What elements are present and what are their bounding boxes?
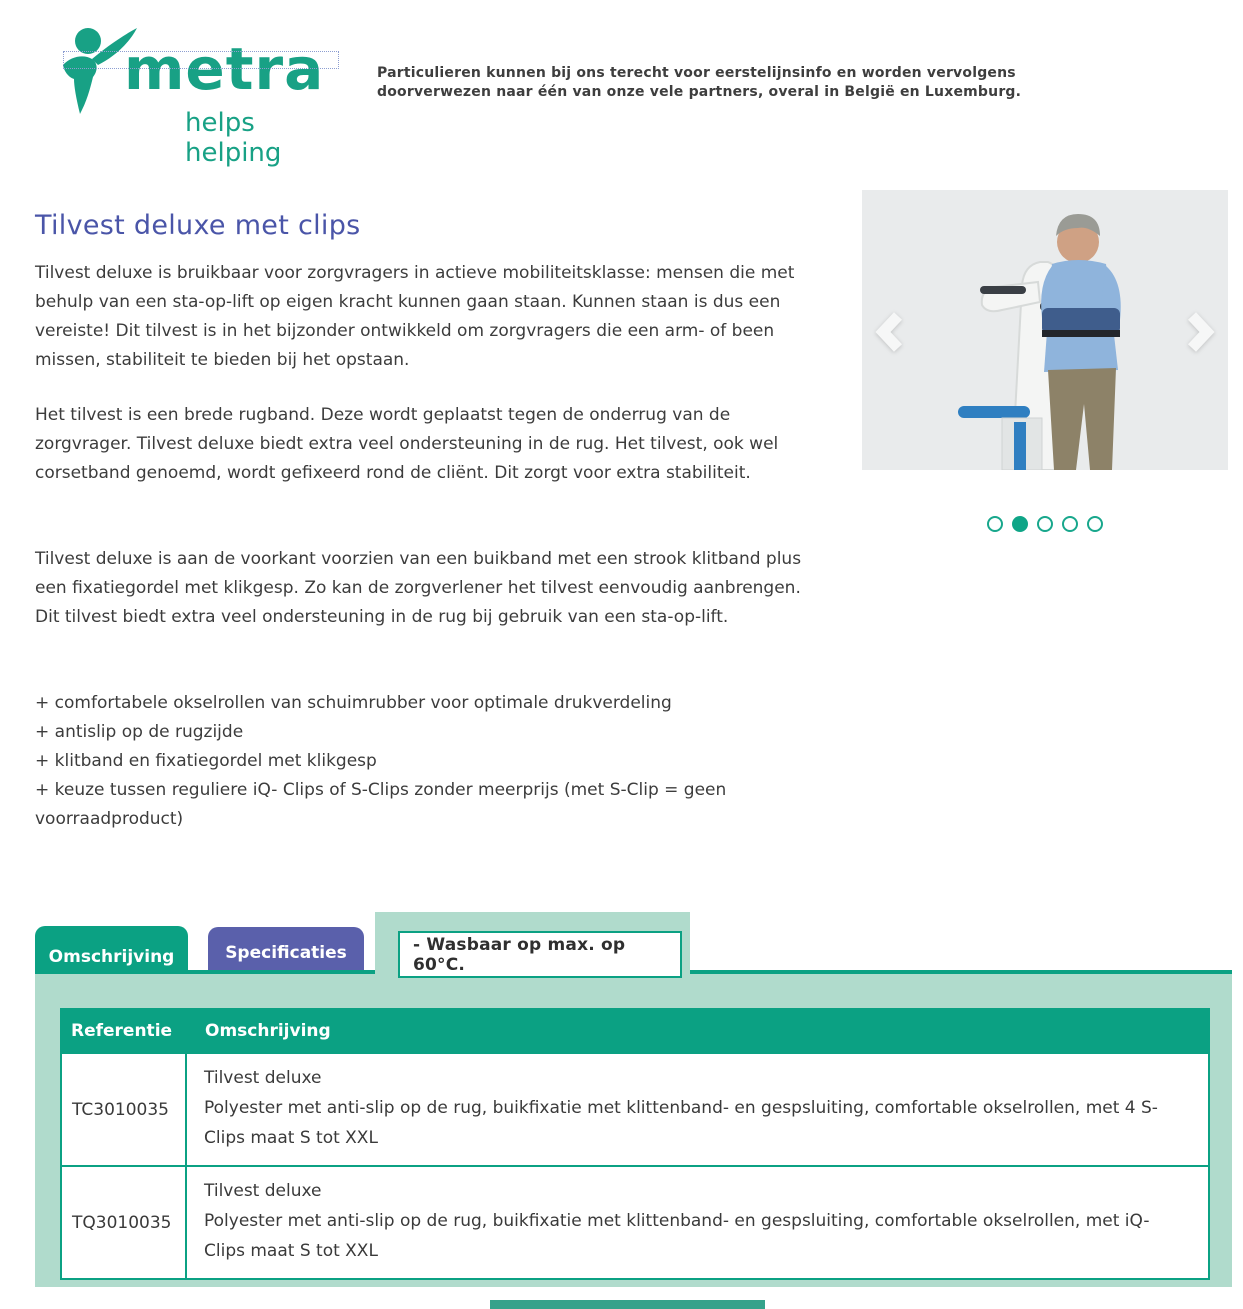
product-paragraph: Het tilvest is een brede rugband. Deze wordt geplaatst tegen de onderrug van de zorgvrager. Tilvest deluxe biedt extra veel ondersteuning in de rug. Het tilvest, ook wel corsetband genoemd, wordt gefixeerd rond de cliënt. Dit zorgt voor extra stabiliteit. bbox=[35, 405, 779, 483]
chevron-right-icon[interactable] bbox=[1186, 312, 1216, 352]
table-row bbox=[62, 1165, 1208, 1278]
product-name: Tilvest deluxe bbox=[204, 1068, 322, 1088]
carousel-dot[interactable] bbox=[1062, 516, 1078, 532]
feature-item: + comfortabele okselrollen van schuimrubber voor optimale drukverdeling bbox=[35, 693, 672, 713]
feature-item: + antislip op de rugzijde bbox=[35, 722, 244, 742]
feature-item: + klitband en fixatiegordel met klikgesp bbox=[35, 751, 377, 771]
description-cell bbox=[187, 1167, 1208, 1278]
table-body bbox=[60, 1054, 1210, 1280]
ref-cell: TQ3010035 bbox=[62, 1167, 187, 1278]
product-description: Polyester met anti-slip op de rug, buikfixatie met klittenband- en gespsluiting, comfortable okselrollen, met 4 S-Clips maat S tot XXL bbox=[204, 1098, 1158, 1148]
feature-list bbox=[35, 689, 817, 834]
tab-content-panel bbox=[35, 970, 1232, 1287]
carousel-dot[interactable] bbox=[1012, 516, 1028, 532]
description-cell bbox=[187, 1054, 1208, 1165]
page-title: Tilvest deluxe met clips bbox=[35, 210, 361, 241]
intro-text: Particulieren kunnen bij ons terecht voor eerstelijnsinfo en worden vervolgens doorverwezen naar één van onze vele partners, overal in België en Luxemburg. bbox=[377, 65, 1022, 101]
tab-omschrijving[interactable]: Omschrijving bbox=[35, 926, 188, 974]
logo-selection-outline bbox=[63, 51, 339, 69]
product-paragraph: Tilvest deluxe is aan de voorkant voorzien van een buikband met een strook klitband plus een fixatiegordel met klikgesp. Zo kan de zorgverlener het tilvest eenvoudig aanbrengen. Dit tilvest biedt extra veel ondersteuning in de rug bij gebruik van een sta-op-lift. bbox=[35, 549, 802, 627]
column-header-omschrijving: Omschrijving bbox=[205, 1021, 331, 1041]
footer-strip bbox=[490, 1300, 765, 1309]
washing-note: - Wasbaar op max. op 60°C. bbox=[398, 931, 682, 978]
feature-item: + keuze tussen reguliere iQ- Clips of S-Clips zonder meerprijs (met S-Clip = geen voorraadproduct) bbox=[35, 780, 727, 829]
product-image-carousel bbox=[862, 190, 1228, 470]
product-name: Tilvest deluxe bbox=[204, 1181, 322, 1201]
product-paragraph: Tilvest deluxe is bruikbaar voor zorgvragers in actieve mobiliteitsklasse: mensen die met behulp van een sta-op-lift op eigen kracht kunnen gaan staan. Kunnen staan is dus een vereiste! Dit tilvest is in het bijzonder ontwikkeld om zorgvragers die een arm- of been missen, stabiliteit te bieden bij het opstaan. bbox=[35, 263, 795, 370]
logo-tagline: helps helping bbox=[185, 108, 282, 168]
product-description: Polyester met anti-slip op de rug, buikfixatie met klittenband- en gespsluiting, comfortable okselrollen, met iQ-Clips maat S tot XXL bbox=[204, 1211, 1150, 1261]
carousel-dot[interactable] bbox=[987, 516, 1003, 532]
column-header-referentie: Referentie bbox=[71, 1021, 173, 1041]
metra-logo[interactable] bbox=[58, 22, 358, 168]
carousel-dot[interactable] bbox=[1037, 516, 1053, 532]
washing-note-popover bbox=[375, 912, 690, 974]
table-header-row bbox=[60, 1008, 1210, 1054]
logo-wordmark: metra bbox=[124, 35, 325, 103]
tab-specificaties[interactable]: Specificaties bbox=[208, 927, 364, 970]
chevron-left-icon[interactable] bbox=[874, 312, 904, 352]
table-row bbox=[62, 1054, 1208, 1165]
product-photo bbox=[862, 190, 1228, 470]
carousel-dot[interactable] bbox=[1087, 516, 1103, 532]
ref-cell: TC3010035 bbox=[62, 1054, 187, 1165]
product-table bbox=[60, 1008, 1210, 1280]
carousel-dots bbox=[862, 516, 1228, 532]
